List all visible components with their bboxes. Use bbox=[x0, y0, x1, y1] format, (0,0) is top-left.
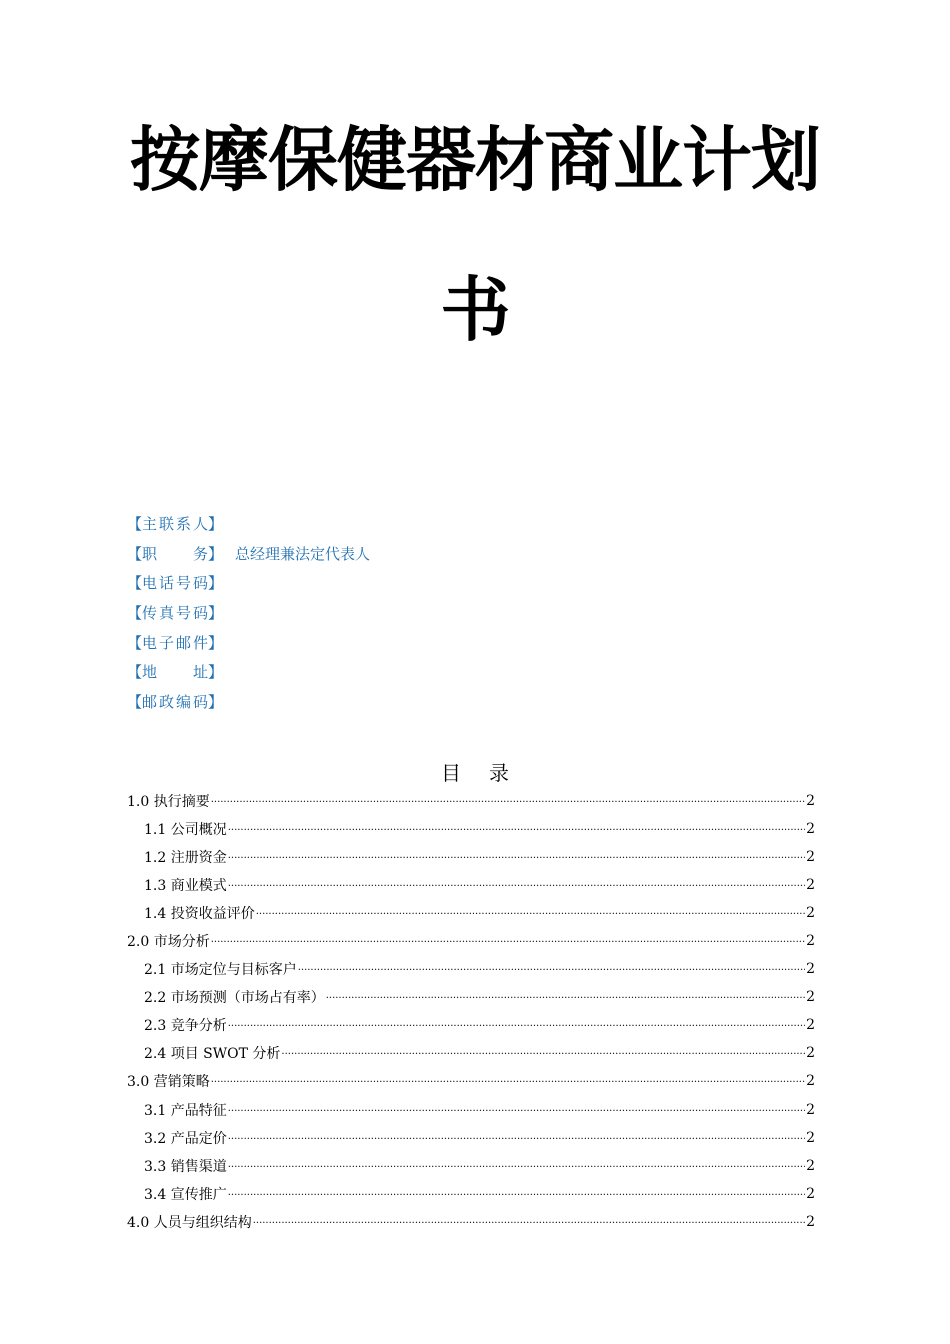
contact-info-block bbox=[127, 512, 370, 720]
toc-entry-title: 3.2 产品定价 bbox=[144, 1130, 227, 1147]
contact-row bbox=[127, 601, 370, 631]
toc-entry[interactable] bbox=[127, 843, 815, 871]
contact-label: 【职 务】 bbox=[127, 544, 224, 563]
toc-dot-leader bbox=[228, 849, 805, 863]
toc-dot-leader bbox=[228, 877, 805, 891]
toc-entry[interactable] bbox=[127, 1152, 815, 1180]
toc-page-number: 2 bbox=[806, 821, 815, 838]
toc-entry-title: 1.0 执行摘要 bbox=[127, 794, 210, 811]
toc-entry[interactable] bbox=[127, 927, 815, 955]
toc-entry[interactable] bbox=[127, 1208, 815, 1236]
toc-page-number: 2 bbox=[806, 933, 815, 950]
toc-page-number: 2 bbox=[806, 989, 815, 1006]
toc-dot-leader bbox=[253, 1214, 805, 1228]
toc-entry-title: 3.1 产品特征 bbox=[144, 1102, 227, 1119]
contact-row bbox=[127, 542, 370, 572]
toc-entry-title: 2.3 竞争分析 bbox=[144, 1018, 227, 1035]
toc-page-number: 2 bbox=[806, 1101, 815, 1118]
toc-page-number: 2 bbox=[806, 793, 815, 810]
toc-heading: 目录 bbox=[441, 761, 537, 785]
contact-row bbox=[127, 631, 370, 661]
toc-entry-title: 1.1 公司概况 bbox=[144, 822, 227, 839]
toc-entry[interactable] bbox=[127, 1011, 815, 1039]
toc-page-number: 2 bbox=[806, 1157, 815, 1174]
toc-page-number: 2 bbox=[806, 1073, 815, 1090]
contact-label: 【邮政编码】 bbox=[127, 693, 224, 712]
toc-dot-leader bbox=[211, 933, 805, 947]
toc-entry[interactable] bbox=[127, 1180, 815, 1208]
toc-entry-title: 1.2 注册资金 bbox=[144, 850, 227, 867]
toc-entry-title: 1.4 投资收益评价 bbox=[144, 906, 255, 923]
toc-dot-leader bbox=[228, 821, 805, 835]
toc-page-number: 2 bbox=[806, 1129, 815, 1146]
toc-dot-leader bbox=[211, 1073, 805, 1087]
toc-entry[interactable] bbox=[127, 1096, 815, 1124]
toc-entry[interactable] bbox=[127, 899, 815, 927]
toc-entry[interactable] bbox=[127, 1067, 815, 1095]
toc-entry-title: 1.3 商业模式 bbox=[144, 878, 227, 895]
toc-entry[interactable] bbox=[127, 955, 815, 983]
toc-dot-leader bbox=[228, 1017, 805, 1031]
toc-entry-title: 3.4 宣传推广 bbox=[144, 1186, 227, 1203]
toc-entry-title: 3.0 营销策略 bbox=[127, 1074, 210, 1091]
toc-entry-title: 4.0 人员与组织结构 bbox=[127, 1214, 252, 1231]
toc-entry-title: 2.2 市场预测（市场占有率） bbox=[144, 990, 325, 1007]
toc-dot-leader bbox=[228, 1102, 805, 1116]
toc-entry[interactable] bbox=[127, 1124, 815, 1152]
toc-dot-leader bbox=[228, 1130, 805, 1144]
toc-entry-title: 2.0 市场分析 bbox=[127, 934, 210, 951]
toc-entry[interactable] bbox=[127, 787, 815, 815]
toc-dot-leader bbox=[228, 1186, 805, 1200]
toc-entry-title: 2.4 项目 SWOT 分析 bbox=[144, 1046, 281, 1063]
toc-dot-leader bbox=[211, 793, 805, 807]
toc-page-number: 2 bbox=[806, 849, 815, 866]
contact-value: 总经理兼法定代表人 bbox=[235, 544, 371, 563]
contact-row bbox=[127, 512, 370, 542]
toc-entry[interactable] bbox=[127, 1039, 815, 1067]
toc-page-number: 2 bbox=[806, 1017, 815, 1034]
toc-dot-leader bbox=[326, 989, 805, 1003]
toc-entry-title: 3.3 销售渠道 bbox=[144, 1158, 227, 1175]
contact-label: 【电话号码】 bbox=[127, 574, 224, 593]
contact-row bbox=[127, 571, 370, 601]
toc-page-number: 2 bbox=[806, 1045, 815, 1062]
toc-page-number: 2 bbox=[806, 961, 815, 978]
toc-entry[interactable] bbox=[127, 871, 815, 899]
toc-dot-leader bbox=[228, 1158, 805, 1172]
contact-row bbox=[127, 690, 370, 720]
toc-page-number: 2 bbox=[806, 1213, 815, 1230]
toc-entry-title: 2.1 市场定位与目标客户 bbox=[144, 962, 297, 979]
contact-label: 【电子邮件】 bbox=[127, 633, 224, 652]
toc-page-number: 2 bbox=[806, 877, 815, 894]
toc-page-number: 2 bbox=[806, 905, 815, 922]
contact-label: 【传真号码】 bbox=[127, 604, 224, 623]
toc-entry[interactable] bbox=[127, 983, 815, 1011]
contact-label: 【主联系人】 bbox=[127, 515, 224, 533]
toc-dot-leader bbox=[256, 905, 805, 919]
toc-entry[interactable] bbox=[127, 815, 815, 843]
document-title-line-1: 按摩保健器材商业计划 bbox=[130, 119, 820, 201]
contact-row bbox=[127, 660, 370, 690]
contact-label: 【地 址】 bbox=[127, 663, 224, 682]
toc-dot-leader bbox=[298, 961, 805, 975]
table-of-contents bbox=[127, 787, 815, 1236]
toc-dot-leader bbox=[281, 1045, 805, 1059]
document-title-line-2: 书 bbox=[440, 269, 510, 351]
toc-page-number: 2 bbox=[806, 1185, 815, 1202]
